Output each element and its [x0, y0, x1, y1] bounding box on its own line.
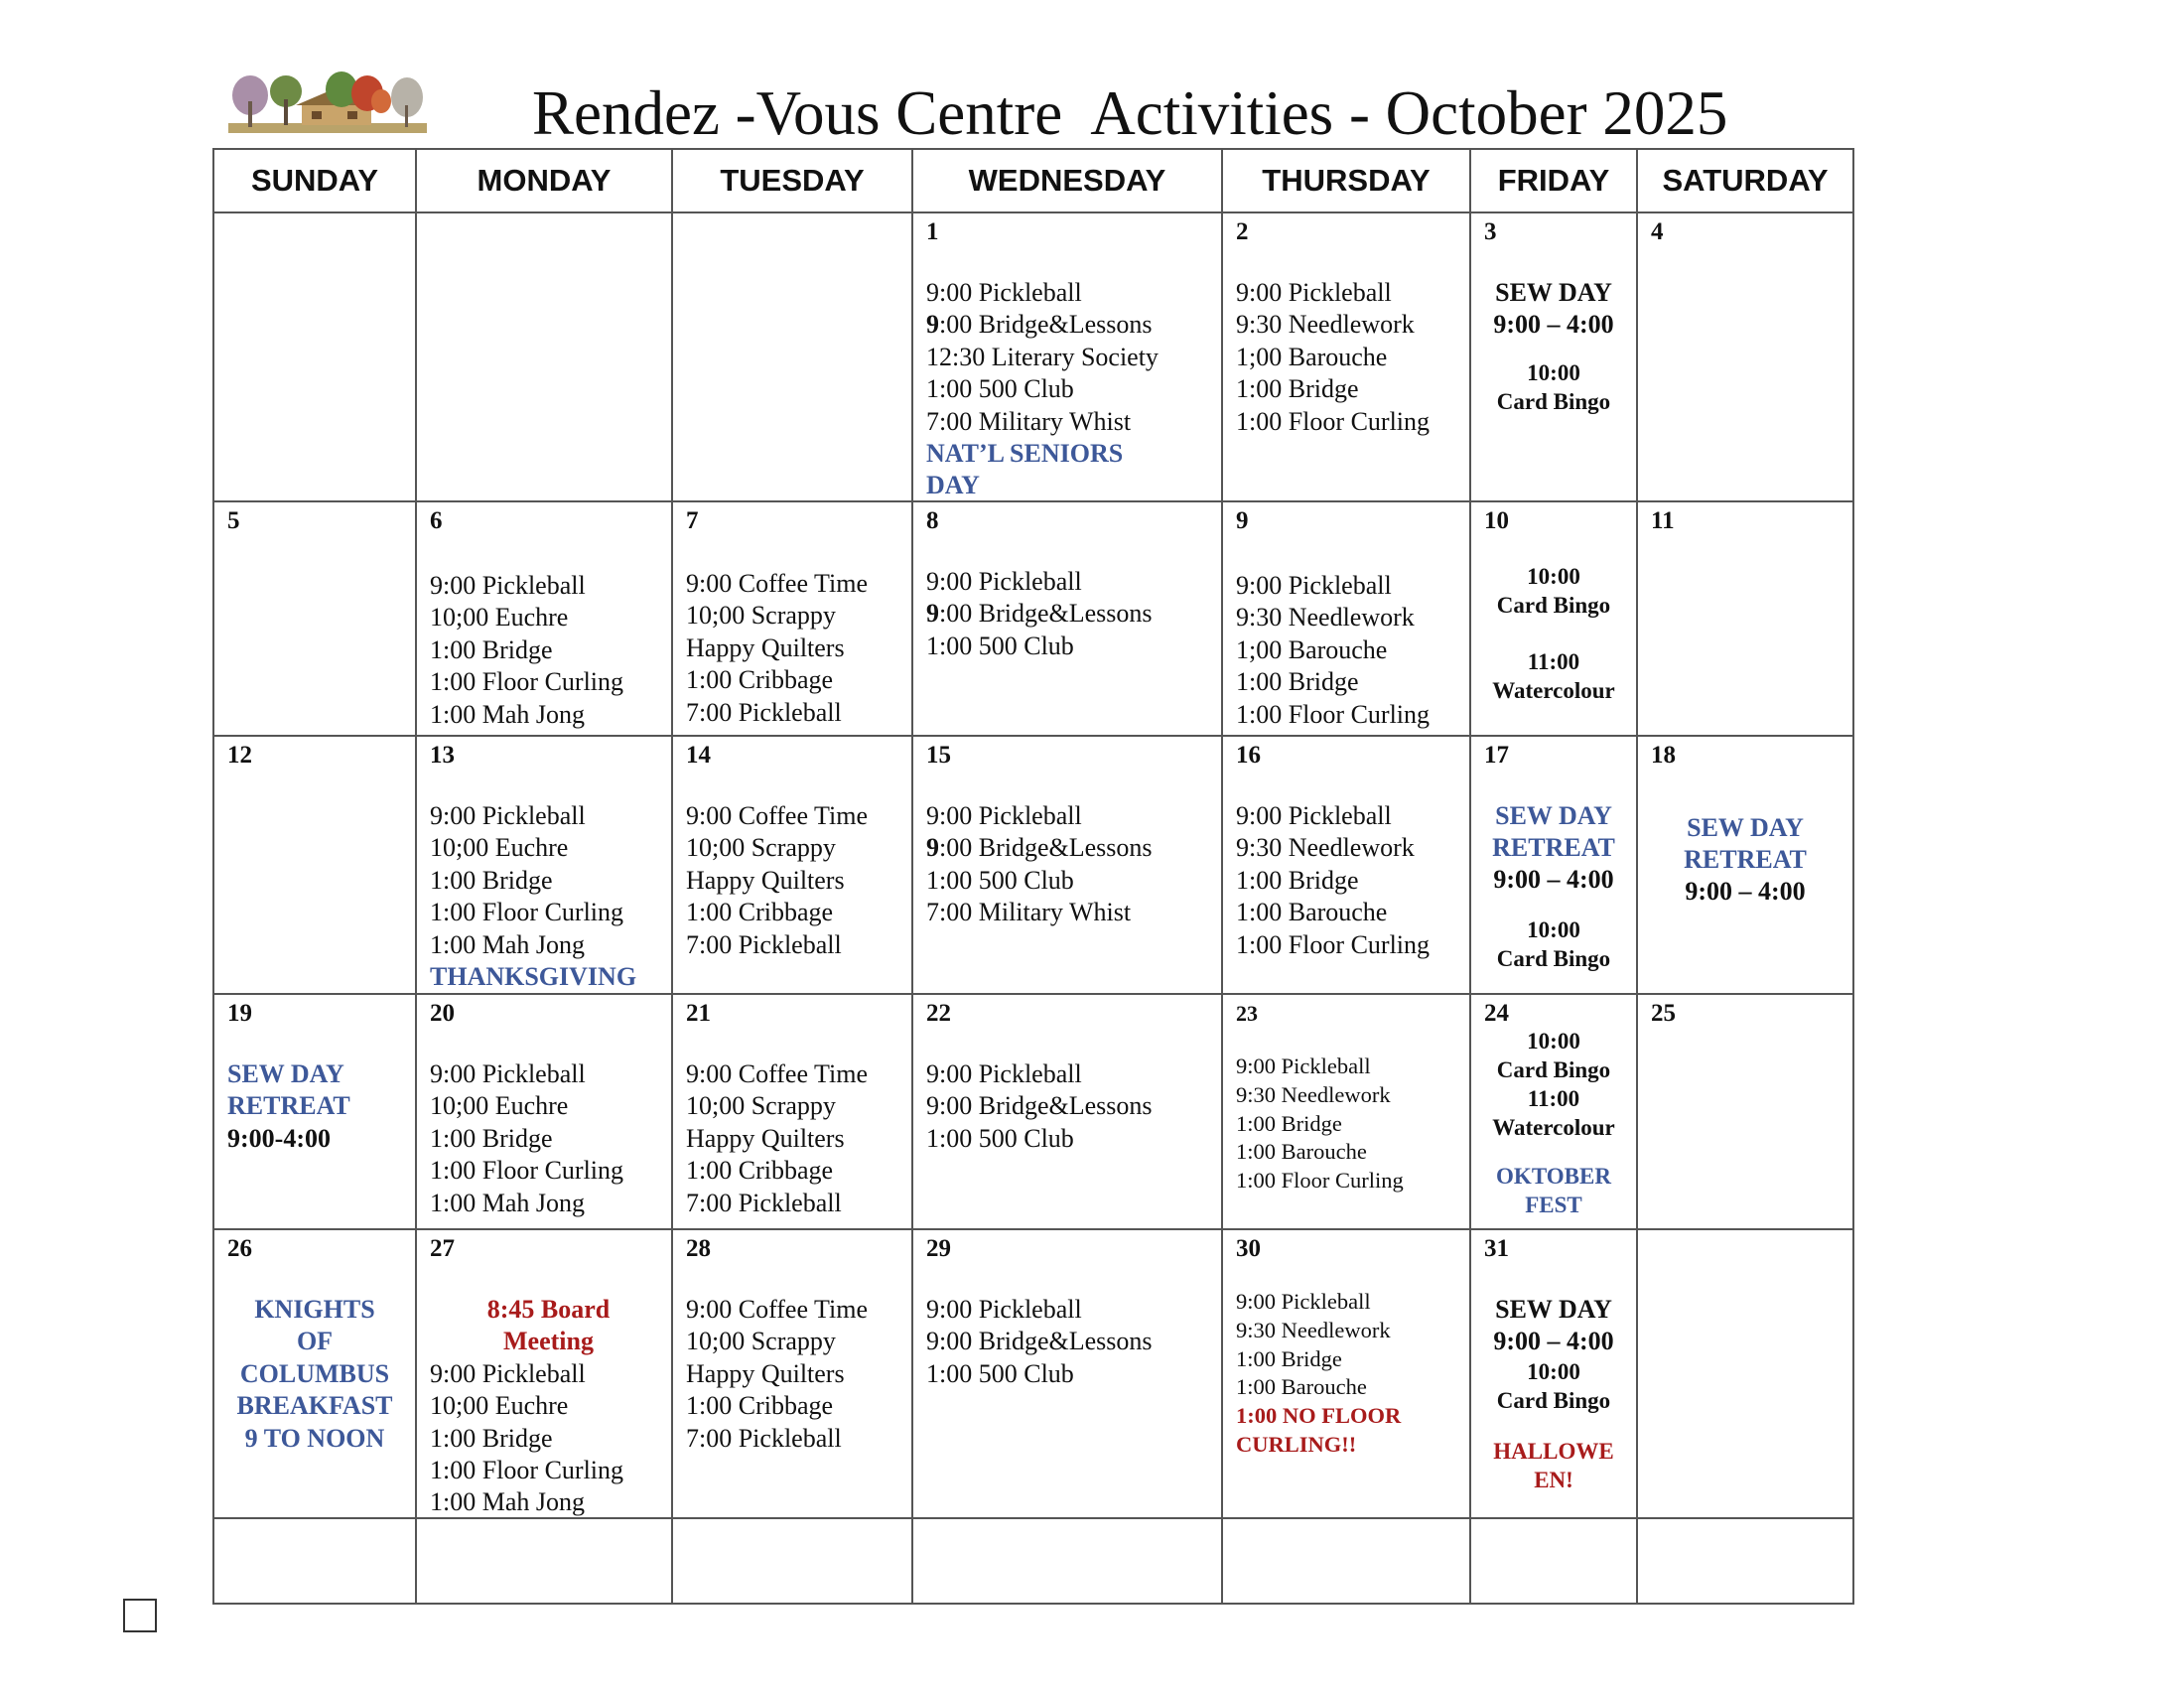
- day-number: 18: [1651, 742, 1676, 769]
- special-event: SEW DAY: [227, 1059, 344, 1088]
- special-event: SEW DAY: [1495, 801, 1612, 830]
- day-cell: [1222, 501, 1470, 736]
- activity: 1:00 Bridge: [1236, 1345, 1342, 1371]
- activity: 10;00 Scrappy: [686, 601, 836, 631]
- activity: 9:00 Pickleball: [430, 571, 586, 600]
- activity: 10;00 Euchre: [430, 1391, 569, 1421]
- activity: 9:30 Needlework: [1236, 1317, 1391, 1342]
- day-cell: [912, 1229, 1222, 1518]
- day-number: 23: [1236, 1001, 1258, 1026]
- activity: 10:00: [1527, 360, 1580, 385]
- activity: 9:00 Bridge&Lessons: [926, 1091, 1153, 1121]
- activity-rest: :00 Bridge&Lessons: [939, 833, 1153, 863]
- special-event: SEW DAY: [1687, 813, 1804, 842]
- special-event: THANKSGIVING: [430, 962, 637, 992]
- activity: 1;00 Barouche: [1236, 634, 1388, 664]
- activity: 10;00 Scrappy: [686, 833, 836, 863]
- special-event: DAY: [926, 471, 980, 500]
- activity: 9:00 Pickleball: [1236, 571, 1392, 600]
- activity: 1:00 Cribbage: [686, 665, 834, 695]
- activity-list: [430, 800, 667, 993]
- special-event: COLUMBUS: [239, 1358, 390, 1388]
- activity: Card Bingo: [1496, 946, 1611, 971]
- activity: 1:00 Bridge: [1236, 1110, 1342, 1136]
- activity-list: [430, 1294, 667, 1518]
- activity: 11:00: [1527, 649, 1580, 674]
- activity: 1:00 Mah Jong: [430, 929, 585, 959]
- activity: Watercolour: [1492, 1115, 1615, 1140]
- day-cell: [416, 1229, 672, 1518]
- special-event: RETREAT: [227, 1091, 350, 1121]
- day-cell: [213, 736, 416, 994]
- activity: 10:00: [1527, 1029, 1580, 1054]
- day-number: 22: [926, 1000, 951, 1027]
- cancellation-notice: CURLING!!: [1236, 1431, 1357, 1457]
- activity: 9:00 Pickleball: [430, 1358, 586, 1388]
- activity: 1;00 Barouche: [1236, 342, 1388, 371]
- day-number: 29: [926, 1235, 951, 1262]
- activity-list: [430, 1058, 667, 1219]
- activity: 1:00 Barouche: [1236, 1374, 1367, 1400]
- activity: 1:00 Bridge: [430, 634, 553, 664]
- day-cell: [1222, 994, 1470, 1229]
- empty-day-cell: [672, 212, 912, 501]
- empty-day-cell: [213, 212, 416, 501]
- activity: 9:00 Pickleball: [926, 1295, 1082, 1324]
- activity: 9:30 Needlework: [1236, 1081, 1391, 1107]
- day-number: 12: [227, 742, 252, 769]
- special-event: NAT’L SENIORS: [926, 439, 1124, 469]
- activity: Happy Quilters: [686, 865, 845, 895]
- activity: 1:00 500 Club: [926, 1358, 1074, 1388]
- activity: Card Bingo: [1496, 1057, 1611, 1082]
- activity: 9:30 Needlework: [1236, 310, 1415, 340]
- special-event: RETREAT: [1684, 845, 1807, 874]
- sew-day-time: 9:00 – 4:00: [1493, 865, 1614, 894]
- activity-list: [1236, 277, 1465, 438]
- day-number: 19: [227, 1000, 252, 1027]
- activity: 1:00 Floor Curling: [1236, 1168, 1404, 1194]
- cancellation-notice: 1:00 NO FLOOR: [1236, 1403, 1402, 1429]
- empty-day-cell: [213, 1518, 416, 1604]
- day-cell: [416, 501, 672, 736]
- activity: Card Bingo: [1496, 1388, 1611, 1413]
- special-event: BREAKFAST: [236, 1391, 393, 1421]
- day-cell: [1637, 994, 1853, 1229]
- day-cell: [213, 1229, 416, 1518]
- day-number: 20: [430, 1000, 455, 1027]
- day-cell: [416, 736, 672, 994]
- day-cell: [1222, 212, 1470, 501]
- activity: 1:00 Bridge: [430, 865, 553, 895]
- activity-list: [1236, 570, 1465, 731]
- day-number: 10: [1484, 507, 1509, 534]
- day-number: 3: [1484, 218, 1497, 245]
- sew-day-label: SEW DAY: [1495, 278, 1612, 307]
- day-cell: [1222, 1229, 1470, 1518]
- activity-list: [1236, 1288, 1465, 1460]
- week-row: [213, 736, 1853, 994]
- activity: Card Bingo: [1496, 593, 1611, 618]
- activity: 9:00 Pickleball: [926, 567, 1082, 596]
- empty-day-cell: [1637, 1229, 1853, 1518]
- special-event: 9 TO NOON: [244, 1423, 385, 1453]
- activity: Happy Quilters: [686, 1123, 845, 1153]
- empty-day-cell: [672, 1518, 912, 1604]
- activity: 10;00 Scrappy: [686, 1327, 836, 1356]
- special-event: OKTOBER: [1496, 1164, 1611, 1189]
- page-title: Rendez -Vous Centre Activities - October 2025: [532, 78, 1728, 148]
- activity: 1:00 Floor Curling: [430, 1156, 624, 1186]
- weekday-header: SUNDAY: [213, 149, 416, 212]
- week-row: [213, 994, 1853, 1229]
- activity: Happy Quilters: [686, 1358, 845, 1388]
- day-number: 4: [1651, 218, 1664, 245]
- day-number: 26: [227, 1235, 252, 1262]
- empty-day-cell: [1470, 1518, 1637, 1604]
- day-cell: [912, 212, 1222, 501]
- activity: 1:00 Bridge: [430, 1423, 553, 1453]
- activity: 1:00 Mah Jong: [430, 1188, 585, 1217]
- calendar-grid: [212, 148, 1854, 1605]
- activity: 1:00 Cribbage: [686, 1391, 834, 1421]
- day-cell: [672, 736, 912, 994]
- day-cell: [1637, 501, 1853, 736]
- weekday-header-row: [213, 149, 1853, 212]
- sew-day-time: 9:00-4:00: [227, 1123, 331, 1153]
- activity: 7:00 Pickleball: [686, 1188, 842, 1217]
- activity: 1:00 Bridge: [430, 1123, 553, 1153]
- day-number: 9: [1236, 507, 1249, 534]
- special-event: FEST: [1525, 1193, 1582, 1217]
- activity: 9:00 Coffee Time: [686, 569, 868, 598]
- activity-list: [1236, 1053, 1465, 1196]
- activity: 1:00 Bridge: [1236, 667, 1359, 697]
- activity: 1:00 Floor Curling: [430, 898, 624, 927]
- week-row: [213, 212, 1853, 501]
- empty-day-cell: [416, 212, 672, 501]
- sew-day-time: 9:00 – 4:00: [1493, 1327, 1614, 1355]
- activity: 9:00 Coffee Time: [686, 1059, 868, 1088]
- activity-list: [926, 800, 1217, 929]
- activity: 10;00 Euchre: [430, 603, 569, 633]
- activity-hour: 9: [926, 310, 939, 340]
- day-number: 30: [1236, 1235, 1261, 1262]
- day-cell: [1222, 736, 1470, 994]
- activity-list: [1236, 800, 1465, 961]
- activity: 9:00 Pickleball: [430, 1059, 586, 1088]
- activity: [926, 832, 1217, 864]
- day-number: 24: [1484, 1000, 1509, 1027]
- sew-day-label: SEW DAY: [1495, 1295, 1612, 1324]
- activity-list: [218, 1294, 411, 1455]
- activity: 9:30 Needlework: [1236, 603, 1415, 633]
- activity-list: [926, 1294, 1217, 1390]
- day-cell: [213, 501, 416, 736]
- special-event: KNIGHTS: [254, 1295, 375, 1324]
- day-number: 15: [926, 742, 951, 769]
- week-row: [213, 1518, 1853, 1604]
- day-number: 21: [686, 1000, 711, 1027]
- day-cell: [912, 501, 1222, 736]
- day-number: 31: [1484, 1235, 1509, 1262]
- activity: [926, 598, 1217, 630]
- day-number: 25: [1651, 1000, 1676, 1027]
- activity: 1:00 500 Club: [926, 865, 1074, 895]
- weekday-header: SATURDAY: [1637, 149, 1853, 212]
- activity-hour: 9: [926, 833, 939, 863]
- day-number: 17: [1484, 742, 1509, 769]
- day-cell: [672, 1229, 912, 1518]
- day-cell: [213, 994, 416, 1229]
- activity-list: [1475, 277, 1632, 416]
- activity: Card Bingo: [1496, 389, 1611, 414]
- day-cell: [672, 501, 912, 736]
- special-event: RETREAT: [1492, 833, 1615, 862]
- day-number: 13: [430, 742, 455, 769]
- activity-list: [926, 1058, 1217, 1155]
- weekday-header: WEDNESDAY: [912, 149, 1222, 212]
- activity: 9:00 Bridge&Lessons: [926, 1327, 1153, 1356]
- empty-day-cell: [912, 1518, 1222, 1604]
- activity: 1:00 Cribbage: [686, 898, 834, 927]
- activity-list: [430, 570, 667, 731]
- activity-list: [227, 1058, 411, 1155]
- activity: 9:00 Pickleball: [926, 278, 1082, 307]
- village-trees-logo-icon: [226, 71, 429, 137]
- weekday-header: TUESDAY: [672, 149, 912, 212]
- weekday-header: MONDAY: [416, 149, 672, 212]
- activity-list: [1642, 812, 1848, 908]
- day-number: 6: [430, 507, 443, 534]
- special-event: OF: [296, 1327, 334, 1356]
- activity: 9:00 Pickleball: [1236, 1054, 1371, 1078]
- activity: 9:00 Pickleball: [1236, 1289, 1371, 1314]
- activity: 7:00 Pickleball: [686, 1423, 842, 1453]
- day-number: 27: [430, 1235, 455, 1262]
- activity: 1:00 Bridge: [1236, 865, 1359, 895]
- activity: 11:00: [1527, 1086, 1580, 1111]
- day-number: 5: [227, 507, 240, 534]
- special-event: EN!: [1534, 1468, 1573, 1492]
- activity-list: [1475, 1027, 1632, 1219]
- day-cell: [1470, 994, 1637, 1229]
- activity: 10:00: [1527, 564, 1580, 589]
- activity-list: [1475, 800, 1632, 973]
- activity-list: [926, 566, 1217, 662]
- activity-list: [926, 277, 1217, 501]
- activity: 1:00 Floor Curling: [430, 667, 624, 697]
- activity: 10;00 Euchre: [430, 1091, 569, 1121]
- day-cell: [672, 994, 912, 1229]
- activity-list: [686, 1294, 907, 1455]
- activity-list: [686, 1058, 907, 1219]
- activity: 10:00: [1527, 917, 1580, 942]
- activity: 7:00 Pickleball: [686, 929, 842, 959]
- day-cell: [1470, 736, 1637, 994]
- weekday-header: FRIDAY: [1470, 149, 1637, 212]
- activity: 10:00: [1527, 1359, 1580, 1384]
- activity: 1:00 Mah Jong: [430, 699, 585, 729]
- day-cell: [912, 736, 1222, 994]
- day-number: 11: [1651, 507, 1675, 534]
- activity: Happy Quilters: [686, 633, 845, 662]
- day-cell: [912, 994, 1222, 1229]
- day-number: 14: [686, 742, 711, 769]
- activity: 1:00 Floor Curling: [1236, 699, 1431, 729]
- activity: 1:00 500 Club: [926, 374, 1074, 404]
- activity-list: [1475, 562, 1632, 705]
- empty-day-cell: [1222, 1518, 1470, 1604]
- empty-day-cell: [416, 1518, 672, 1604]
- day-cell: [1637, 736, 1853, 994]
- activity: 9:00 Pickleball: [926, 1059, 1082, 1088]
- activity: 10;00 Scrappy: [686, 1091, 836, 1121]
- week-row: [213, 1229, 1853, 1518]
- special-event: HALLOWE: [1493, 1439, 1614, 1464]
- activity: 1:00 Barouche: [1236, 1139, 1367, 1165]
- activity-list: [1475, 1294, 1632, 1494]
- activity: 10;00 Euchre: [430, 833, 569, 863]
- day-cell: [416, 994, 672, 1229]
- day-number: 16: [1236, 742, 1261, 769]
- activity: 12:30 Literary Society: [926, 342, 1159, 371]
- board-meeting: 8:45 Board: [486, 1295, 611, 1324]
- day-number: 2: [1236, 218, 1249, 245]
- activity-rest: :00 Bridge&Lessons: [939, 310, 1153, 340]
- activity: 1:00 Bridge: [1236, 374, 1359, 404]
- empty-day-cell: [1637, 1518, 1853, 1604]
- activity: 9:00 Pickleball: [1236, 278, 1392, 307]
- activity-list: [686, 568, 907, 729]
- activity: Watercolour: [1492, 678, 1615, 703]
- activity: 9:00 Coffee Time: [686, 801, 868, 830]
- activity: 7:00 Military Whist: [926, 406, 1132, 436]
- activity: 9:00 Pickleball: [1236, 801, 1392, 830]
- day-cell: [1470, 501, 1637, 736]
- activity: 9:00 Pickleball: [430, 801, 586, 830]
- activity: 9:00 Coffee Time: [686, 1295, 868, 1324]
- activity: 1:00 500 Club: [926, 1123, 1074, 1153]
- day-number: 7: [686, 507, 699, 534]
- sew-day-time: 9:00 – 4:00: [1493, 310, 1614, 339]
- day-number: 28: [686, 1235, 711, 1262]
- day-cell: [1637, 212, 1853, 501]
- activity: 9:00 Pickleball: [926, 801, 1082, 830]
- activity: 1:00 Cribbage: [686, 1156, 834, 1186]
- activity: 1:00 Floor Curling: [1236, 929, 1431, 959]
- sew-day-time: 9:00 – 4:00: [1685, 877, 1806, 906]
- activity: 1:00 500 Club: [926, 631, 1074, 660]
- activity-rest: :00 Bridge&Lessons: [939, 599, 1153, 629]
- activity-hour: 9: [926, 599, 939, 629]
- day-cell: [1470, 1229, 1637, 1518]
- activity: 1:00 Floor Curling: [1236, 406, 1431, 436]
- activity: [926, 309, 1217, 341]
- day-number: 8: [926, 507, 939, 534]
- activity: 1:00 Mah Jong: [430, 1487, 585, 1517]
- board-meeting: Meeting: [503, 1327, 594, 1356]
- day-cell: [1470, 212, 1637, 501]
- checkbox[interactable]: [123, 1599, 157, 1632]
- weekday-header: THURSDAY: [1222, 149, 1470, 212]
- activity: 1:00 Barouche: [1236, 898, 1388, 927]
- week-row: [213, 501, 1853, 736]
- day-number: 1: [926, 218, 939, 245]
- activity: 7:00 Military Whist: [926, 898, 1132, 927]
- activity: 1:00 Floor Curling: [430, 1456, 624, 1485]
- activity: 9:30 Needlework: [1236, 833, 1415, 863]
- activity-list: [686, 800, 907, 961]
- activity: 7:00 Pickleball: [686, 697, 842, 727]
